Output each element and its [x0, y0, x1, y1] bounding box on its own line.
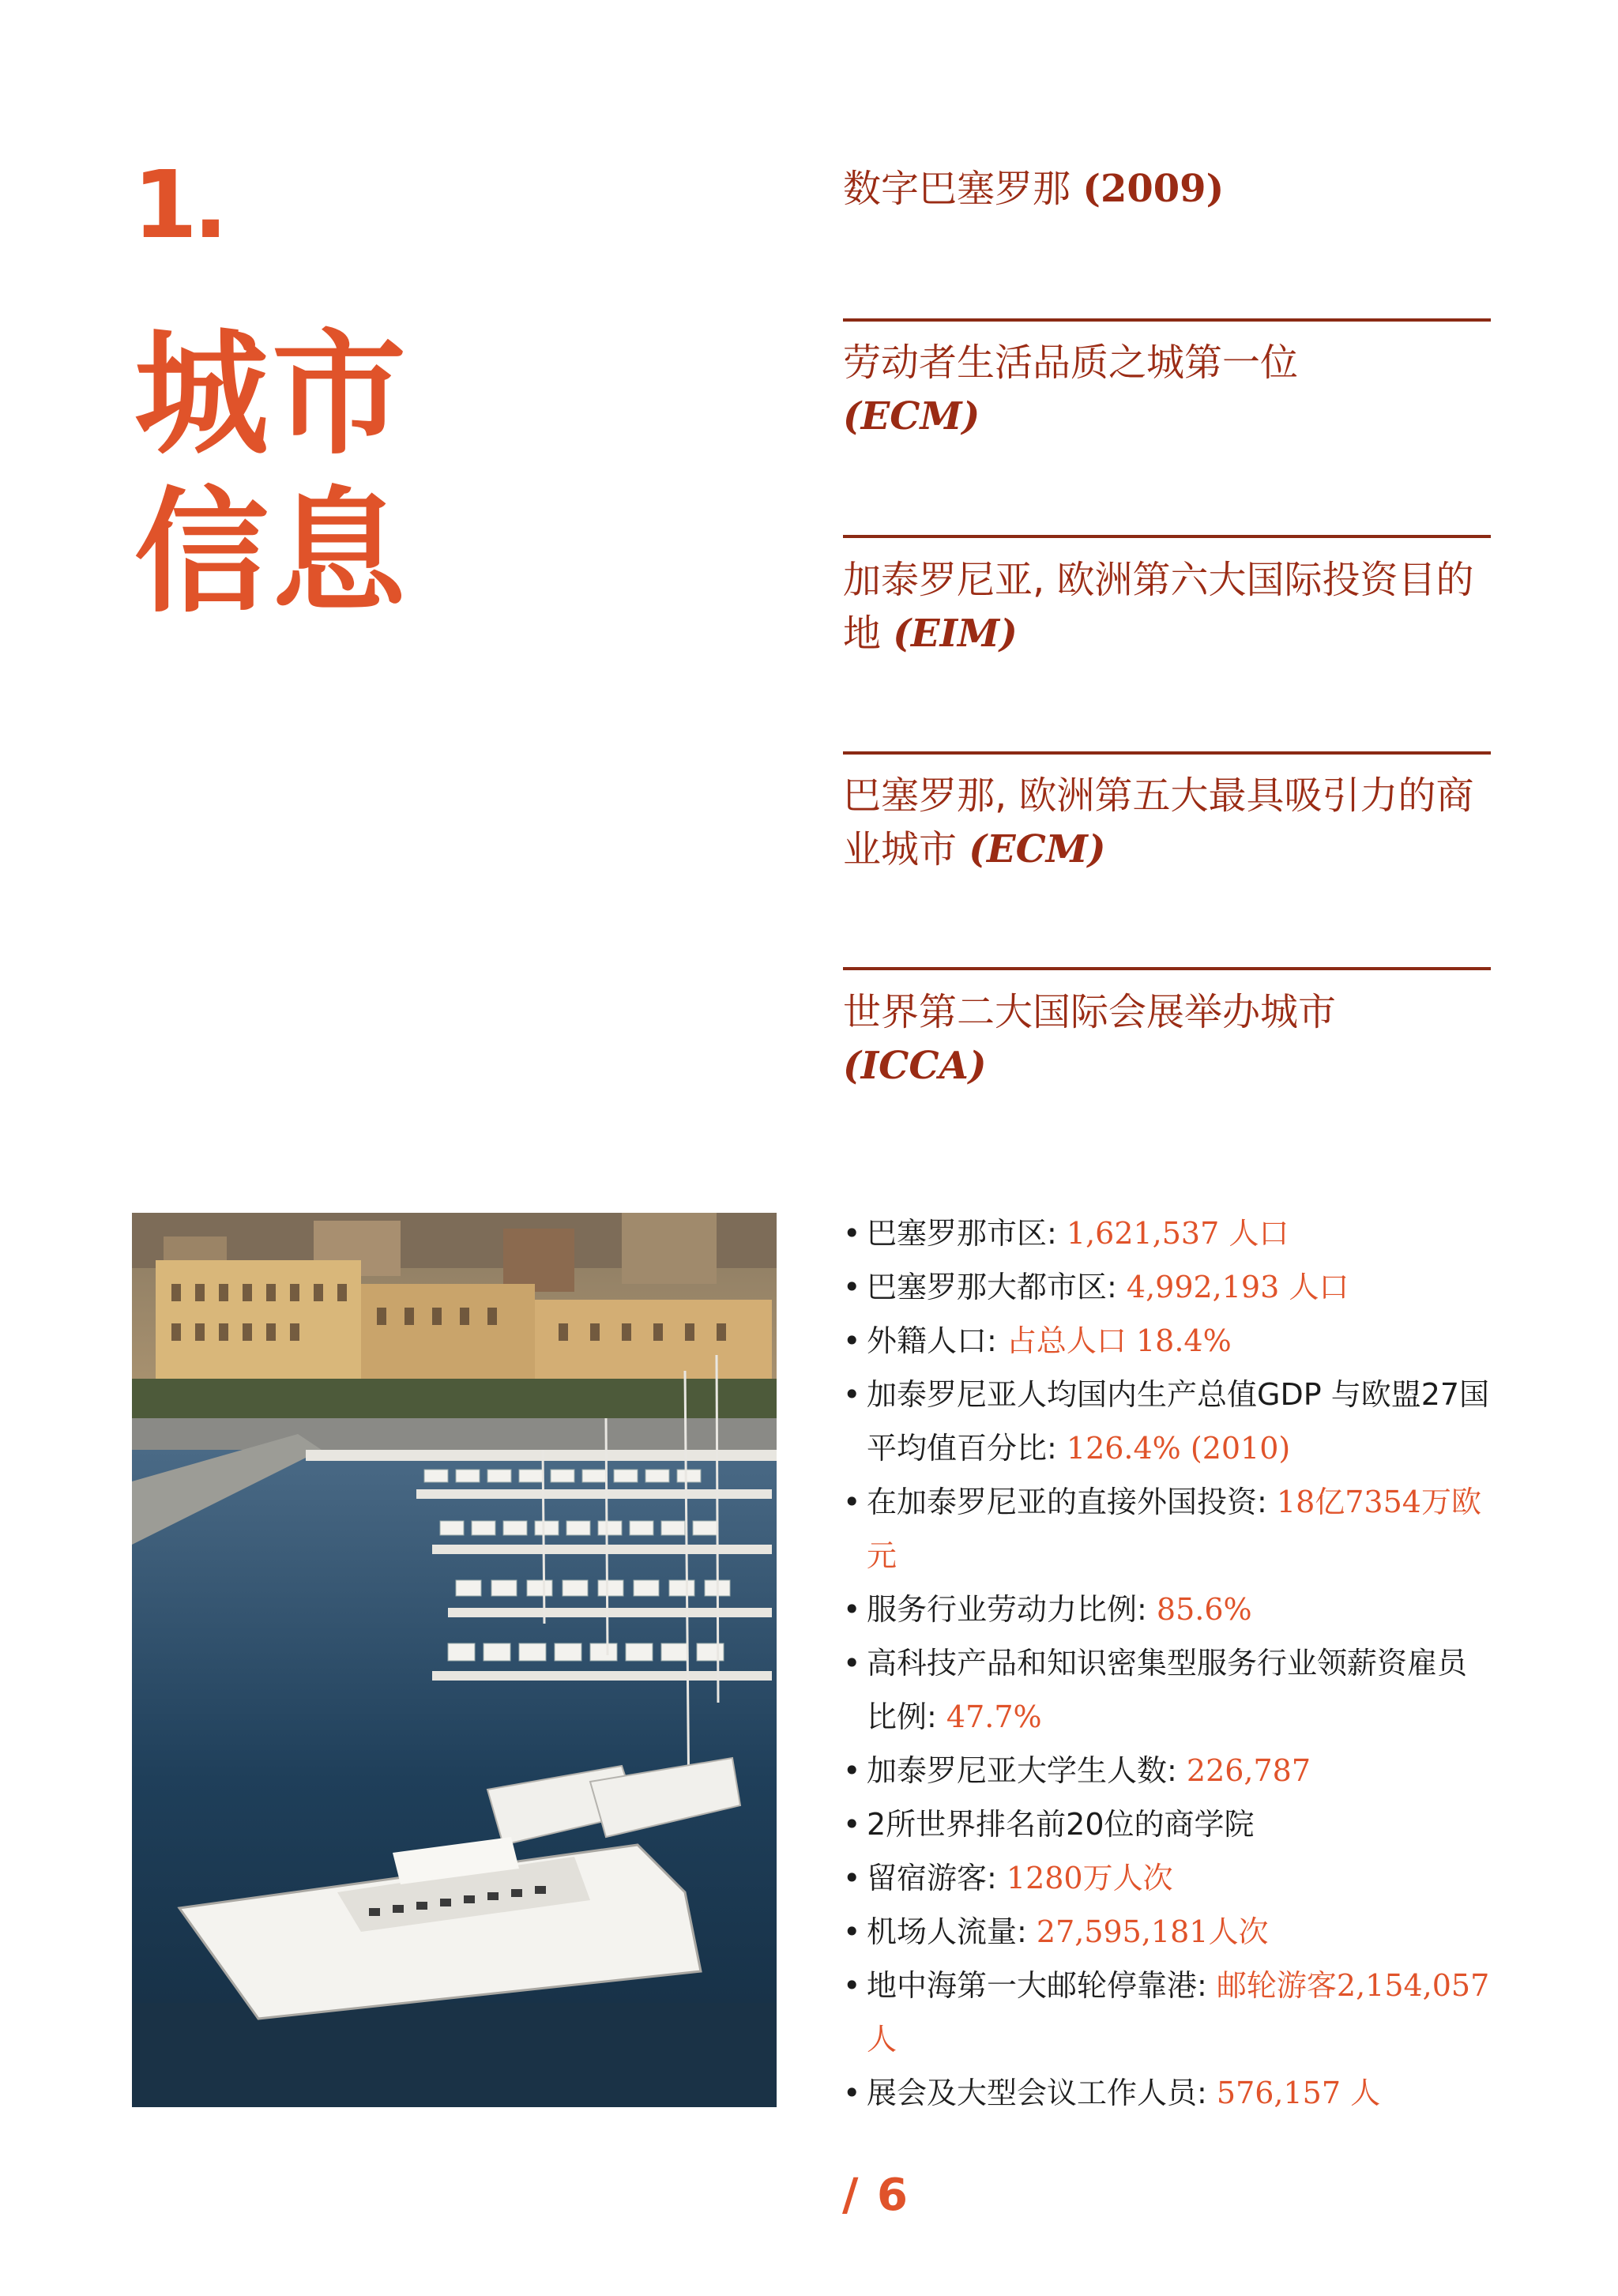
- fact-item: • 外籍人口: 占总人口 18.4%: [843, 1314, 1491, 1368]
- divider: [843, 535, 1491, 538]
- fact-item: • 地中海第一大邮轮停靠港: 邮轮游客2,154,057人: [843, 1959, 1491, 2066]
- city-facts-list: [843, 1206, 1491, 2120]
- ranking-item: 数字巴塞罗那 (2009): [843, 167, 1225, 211]
- fact-item: • 服务行业劳动力比例: 85.6%: [843, 1583, 1491, 1636]
- ranking-item: 巴塞罗那, 欧洲第五大最具吸引力的商业城市 (ECM): [843, 773, 1474, 871]
- fact-item: • 在加泰罗尼亚的直接外国投资: 18亿7354万欧元: [843, 1475, 1491, 1583]
- fact-item: • 加泰罗尼亚人均国内生产总值GDP 与欧盟27国平均值百分比: 126.4% (2010): [843, 1368, 1491, 1475]
- ranking-item: 劳动者生活品质之城第一位 (ECM): [843, 341, 1299, 438]
- fact-item: • 机场人流量: 27,595,181人次: [843, 1905, 1491, 1959]
- fact-item: • 巴塞罗那大都市区: 4,992,193 人口: [843, 1260, 1491, 1314]
- ranking-item: 世界第二大国际会展举办城市 (ICCA): [843, 990, 1337, 1088]
- page-number: / 6: [842, 2170, 909, 2221]
- fact-item: • 巴塞罗那市区: 1,621,537 人口: [843, 1206, 1491, 1260]
- divider: [843, 318, 1491, 322]
- divider: [843, 751, 1491, 755]
- fact-item: • 留宿游客: 1280万人次: [843, 1851, 1491, 1905]
- barcelona-marina-photo: [132, 1213, 777, 2107]
- section-title: [134, 316, 409, 632]
- divider: [843, 967, 1491, 970]
- fact-item: • 展会及大型会议工作人员: 576,157 人: [843, 2066, 1491, 2120]
- section-title-line-2: 信息: [134, 475, 410, 631]
- fact-item: • 高科技产品和知识密集型服务行业领薪资雇员比例: 47.7%: [843, 1636, 1491, 1744]
- section-title-line-1: 城市: [134, 317, 410, 473]
- ranking-item: 加泰罗尼亚, 欧洲第六大国际投资目的地 (EIM): [843, 558, 1474, 656]
- fact-item: • 2所世界排名前20位的商学院: [843, 1797, 1491, 1851]
- fact-item: • 加泰罗尼亚大学生人数: 226,787: [843, 1744, 1491, 1797]
- section-number: 1.: [133, 150, 224, 259]
